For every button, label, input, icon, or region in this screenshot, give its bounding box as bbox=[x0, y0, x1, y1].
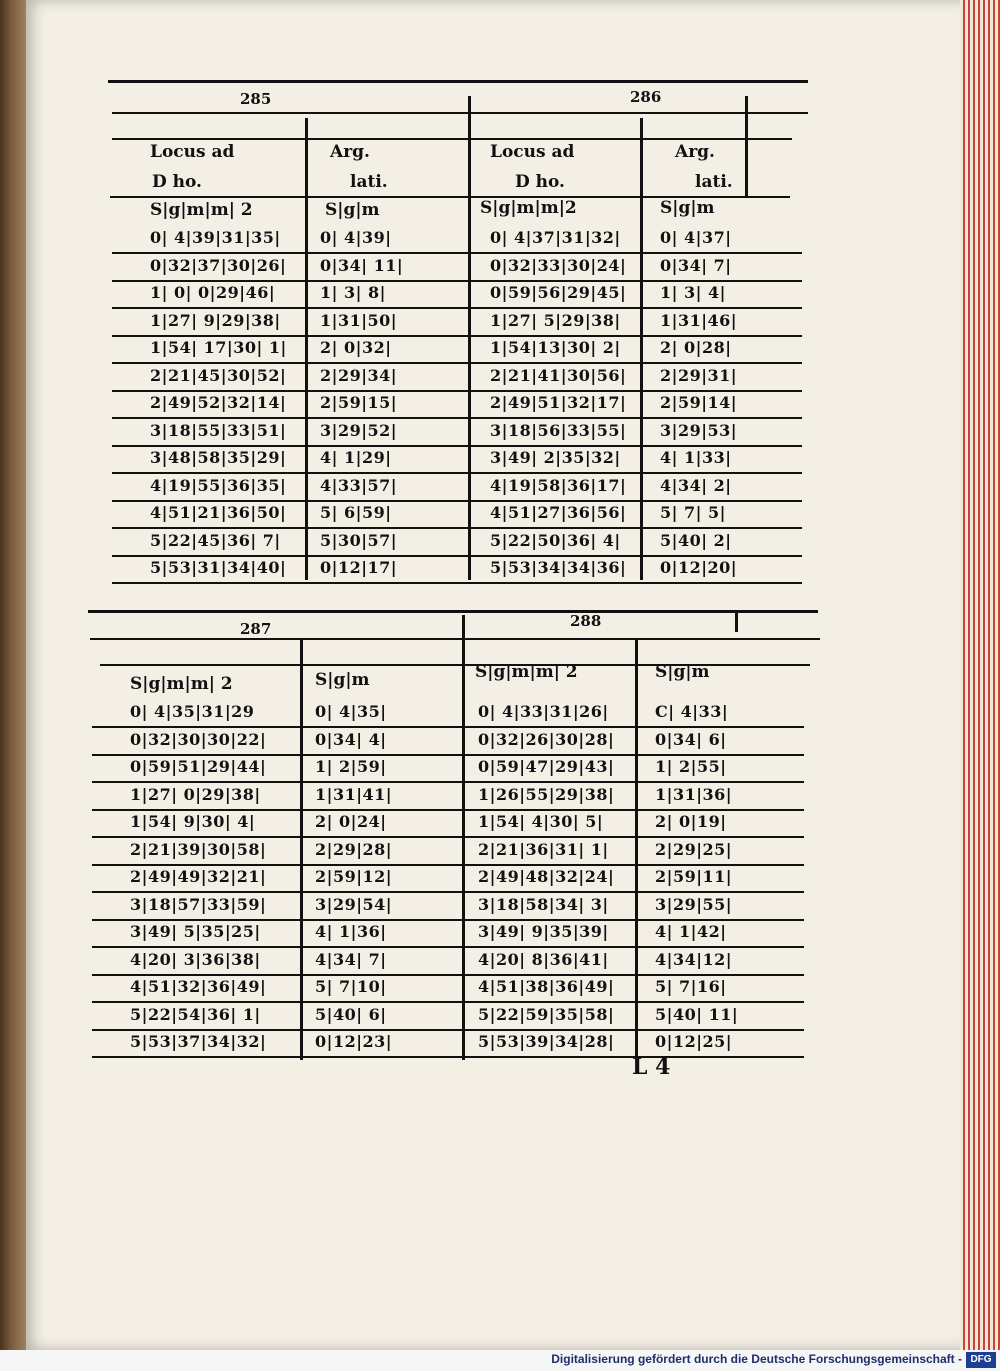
row-rule bbox=[92, 891, 804, 893]
table-cell: 5| 7| 5| bbox=[660, 503, 726, 522]
row-rule bbox=[112, 582, 802, 584]
table-cell: 3|49| 9|35|39| bbox=[478, 922, 609, 941]
table-cell: 0| 4|37| bbox=[660, 228, 732, 247]
table-cell: 0|59|51|29|44| bbox=[130, 757, 267, 776]
table-cell: 1|54| 9|30| 4| bbox=[130, 812, 256, 831]
table-cell: 4|33|57| bbox=[320, 475, 398, 495]
table-cell: 2|59|15| bbox=[320, 393, 398, 412]
row-rule bbox=[92, 1056, 804, 1058]
table-cell: 0|34| 7| bbox=[660, 255, 732, 275]
table-cell: 4|20| 8|36|41| bbox=[478, 949, 609, 969]
units-arg-left: S|g|m bbox=[315, 670, 370, 690]
table-cell: 2|59|14| bbox=[660, 393, 738, 412]
col-head-lati-right: lati. bbox=[695, 172, 733, 192]
table-cell: 2|59|12| bbox=[315, 867, 393, 886]
table-cell: 2|29|31| bbox=[660, 365, 738, 385]
table-cell: 4| 1|36| bbox=[315, 922, 387, 941]
table-cell: 1| 3| 8| bbox=[320, 283, 386, 302]
table-cell: 2|29|28| bbox=[315, 839, 393, 859]
table-cell: 2|21|39|30|58| bbox=[130, 839, 267, 859]
table-number-left: 285 bbox=[240, 90, 272, 108]
table-cell: 0| 4|35|31|29 bbox=[130, 702, 255, 721]
table-cell: 4|51|27|36|56| bbox=[490, 503, 627, 522]
table-cell: 1| 2|59| bbox=[315, 757, 387, 776]
table-cell: 5|30|57| bbox=[320, 530, 398, 550]
table-cell: 2| 0|28| bbox=[660, 338, 732, 357]
table-cell: 0|12|23| bbox=[315, 1032, 393, 1051]
table-cell: 0|12|17| bbox=[320, 558, 398, 577]
table-cell: 1|27| 5|29|38| bbox=[490, 310, 621, 330]
table-cell: 5|53|37|34|32| bbox=[130, 1032, 267, 1051]
table-cell: 3|49| 2|35|32| bbox=[490, 448, 621, 467]
units-right: S|g|m|m| 2 bbox=[475, 662, 578, 682]
table-cell: 2|29|25| bbox=[655, 839, 733, 859]
table-cell: 0|32|37|30|26| bbox=[150, 255, 287, 275]
column-divider bbox=[640, 118, 643, 580]
table-cell: 1|54| 17|30| 1| bbox=[150, 338, 287, 357]
table-cell: 1|31|46| bbox=[660, 310, 738, 330]
units-arg-right: S|g|m bbox=[660, 198, 715, 218]
table-cell: 2|21|41|30|56| bbox=[490, 365, 627, 385]
table-rule bbox=[112, 112, 808, 114]
book-gutter bbox=[0, 0, 28, 1371]
table-cell: 3|18|57|33|59| bbox=[130, 894, 267, 914]
col-head-arg-left: Arg. bbox=[330, 142, 370, 162]
table-cell: 2|59|11| bbox=[655, 867, 733, 886]
row-rule bbox=[112, 445, 802, 447]
row-rule bbox=[92, 781, 804, 783]
units-arg-right: S|g|m bbox=[655, 662, 710, 682]
table-cell: 4|34|12| bbox=[655, 949, 733, 969]
table-cell: 3|29|54| bbox=[315, 894, 393, 914]
row-rule bbox=[112, 527, 802, 529]
table-cell: 4|19|58|36|17| bbox=[490, 475, 627, 495]
row-rule bbox=[112, 307, 802, 309]
row-rule bbox=[92, 946, 804, 948]
table-cell: 1| 0| 0|29|46| bbox=[150, 283, 276, 302]
table-cell: 0|59|47|29|43| bbox=[478, 757, 615, 776]
column-divider bbox=[745, 96, 748, 196]
table-cell: 1|27| 0|29|38| bbox=[130, 784, 261, 804]
table-cell: 2|49|49|32|21| bbox=[130, 867, 267, 886]
column-divider bbox=[735, 612, 738, 632]
table-cell: 4| 1|42| bbox=[655, 922, 727, 941]
table-cell: 0|32|33|30|24| bbox=[490, 255, 627, 275]
table-cell: 2| 0|32| bbox=[320, 338, 392, 357]
table-cell: 1|31|50| bbox=[320, 310, 398, 330]
column-divider bbox=[300, 640, 303, 1060]
table-cell: 4|20| 3|36|38| bbox=[130, 949, 261, 969]
table-cell: 4|51|32|36|49| bbox=[130, 977, 267, 996]
footer-credit: Digitalisierung gefördert durch die Deutsche Forschungsgemeinschaft - bbox=[551, 1352, 962, 1366]
row-rule bbox=[112, 362, 802, 364]
table-number-right: 286 bbox=[630, 88, 662, 106]
table-cell: 4|51|38|36|49| bbox=[478, 977, 615, 996]
table-cell: 2| 0|19| bbox=[655, 812, 727, 831]
table-cell: 5|53|31|34|40| bbox=[150, 558, 287, 577]
table-cell: 3|49| 5|35|25| bbox=[130, 922, 261, 941]
table-cell: 5|53|34|34|36| bbox=[490, 558, 627, 577]
table-cell: 4| 1|29| bbox=[320, 448, 392, 467]
table-cell: 2|49|51|32|17| bbox=[490, 393, 627, 412]
row-rule bbox=[92, 809, 804, 811]
table-cell: 5| 7|10| bbox=[315, 977, 387, 996]
table-cell: 0|34| 6| bbox=[655, 729, 727, 749]
signature-mark: L 4 bbox=[632, 1054, 671, 1080]
table-number-right: 288 bbox=[570, 612, 602, 630]
table-cell: 5|22|45|36| 7| bbox=[150, 530, 281, 550]
row-rule bbox=[92, 864, 804, 866]
table-cell: 0| 4|35| bbox=[315, 702, 387, 721]
col-head-lati-left: lati. bbox=[350, 172, 388, 192]
table-cell: 5|40| 11| bbox=[655, 1004, 739, 1024]
table-cell: 2|49|48|32|24| bbox=[478, 867, 615, 886]
col-head-arg-right: Arg. bbox=[675, 142, 715, 162]
table-cell: 5|22|50|36| 4| bbox=[490, 530, 621, 550]
table-cell: 5|40| 2| bbox=[660, 530, 732, 550]
table-cell: 0| 4|37|31|32| bbox=[490, 228, 621, 247]
table-cell: 4| 1|33| bbox=[660, 448, 732, 467]
table-cell: 2|29|34| bbox=[320, 365, 398, 385]
table-cell: 3|29|52| bbox=[320, 420, 398, 440]
table-cell: 2|21|45|30|52| bbox=[150, 365, 287, 385]
row-rule bbox=[112, 472, 802, 474]
table-cell: 0|12|20| bbox=[660, 558, 738, 577]
row-rule bbox=[112, 500, 802, 502]
table-cell: 2| 0|24| bbox=[315, 812, 387, 831]
row-rule bbox=[92, 919, 804, 921]
row-rule bbox=[112, 555, 802, 557]
table-cell: 0| 4|39| bbox=[320, 228, 392, 247]
units-right: S|g|m|m|2 bbox=[480, 198, 577, 218]
table-cell: 2|49|52|32|14| bbox=[150, 393, 287, 412]
table-cell: 5|40| 6| bbox=[315, 1004, 387, 1024]
col-head-ho-left: D ho. bbox=[152, 172, 202, 192]
units-left: S|g|m|m| 2 bbox=[130, 674, 233, 694]
table-cell: 0| 4|39|31|35| bbox=[150, 228, 281, 247]
column-divider bbox=[468, 96, 471, 580]
row-rule bbox=[112, 335, 802, 337]
table-number-left: 287 bbox=[240, 620, 272, 638]
table-cell: 1|54| 4|30| 5| bbox=[478, 812, 604, 831]
row-rule bbox=[92, 1029, 804, 1031]
table-cell: 1|31|36| bbox=[655, 784, 733, 804]
table-cell: 1|27| 9|29|38| bbox=[150, 310, 281, 330]
table-cell: 5| 6|59| bbox=[320, 503, 392, 522]
table-cell: 1|26|55|29|38| bbox=[478, 784, 615, 804]
table-cell: 4|19|55|36|35| bbox=[150, 475, 287, 495]
table-cell: 4|34| 2| bbox=[660, 475, 732, 495]
table-cell: 0|34| 11| bbox=[320, 255, 404, 275]
table-cell: 1| 3| 4| bbox=[660, 283, 726, 302]
table-cell: 3|29|55| bbox=[655, 894, 733, 914]
table-cell: 0|32|30|30|22| bbox=[130, 729, 267, 749]
row-rule bbox=[112, 417, 802, 419]
table-rule bbox=[112, 138, 792, 140]
table-cell: 1|54|13|30| 2| bbox=[490, 338, 621, 357]
table-cell: C| 4|33| bbox=[655, 702, 729, 721]
row-rule bbox=[112, 390, 802, 392]
units-arg-left: S|g|m bbox=[325, 200, 380, 220]
table-cell: 0|12|25| bbox=[655, 1032, 733, 1051]
table-rule bbox=[88, 610, 818, 613]
table-rule bbox=[108, 80, 808, 83]
table-cell: 0|34| 4| bbox=[315, 729, 387, 749]
table-cell: 3|48|58|35|29| bbox=[150, 448, 287, 467]
table-cell: 1| 2|55| bbox=[655, 757, 727, 776]
table-cell: 5|22|59|35|58| bbox=[478, 1004, 615, 1024]
table-cell: 4|34| 7| bbox=[315, 949, 387, 969]
table-cell: 0|32|26|30|28| bbox=[478, 729, 615, 749]
table-cell: 3|18|56|33|55| bbox=[490, 420, 627, 440]
row-rule bbox=[112, 280, 802, 282]
table-cell: 4|51|21|36|50| bbox=[150, 503, 287, 522]
table-cell: 1|31|41| bbox=[315, 784, 393, 804]
table-cell: 5|22|54|36| 1| bbox=[130, 1004, 261, 1024]
table-cell: 5|53|39|34|28| bbox=[478, 1032, 615, 1051]
col-head-locus-left: Locus ad bbox=[150, 142, 235, 162]
dfg-logo: DFG bbox=[966, 1352, 996, 1368]
table-cell: 3|29|53| bbox=[660, 420, 738, 440]
table-cell: 5| 7|16| bbox=[655, 977, 727, 996]
table-rule bbox=[90, 638, 820, 640]
table-cell: 0| 4|33|31|26| bbox=[478, 702, 609, 721]
table-cell: 2|21|36|31| 1| bbox=[478, 839, 609, 859]
row-rule bbox=[92, 836, 804, 838]
col-head-locus-right: Locus ad bbox=[490, 142, 575, 162]
column-divider bbox=[635, 640, 638, 1060]
row-rule bbox=[92, 726, 804, 728]
col-head-ho-right: D ho. bbox=[515, 172, 565, 192]
table-cell: 3|18|58|34| 3| bbox=[478, 894, 609, 914]
column-divider bbox=[305, 118, 308, 580]
row-rule bbox=[92, 754, 804, 756]
row-rule bbox=[112, 252, 802, 254]
table-cell: 3|18|55|33|51| bbox=[150, 420, 287, 440]
table-cell: 0|59|56|29|45| bbox=[490, 283, 627, 302]
row-rule bbox=[92, 1001, 804, 1003]
units-left: S|g|m|m| 2 bbox=[150, 200, 253, 220]
page-edges bbox=[960, 0, 1000, 1371]
row-rule bbox=[92, 974, 804, 976]
